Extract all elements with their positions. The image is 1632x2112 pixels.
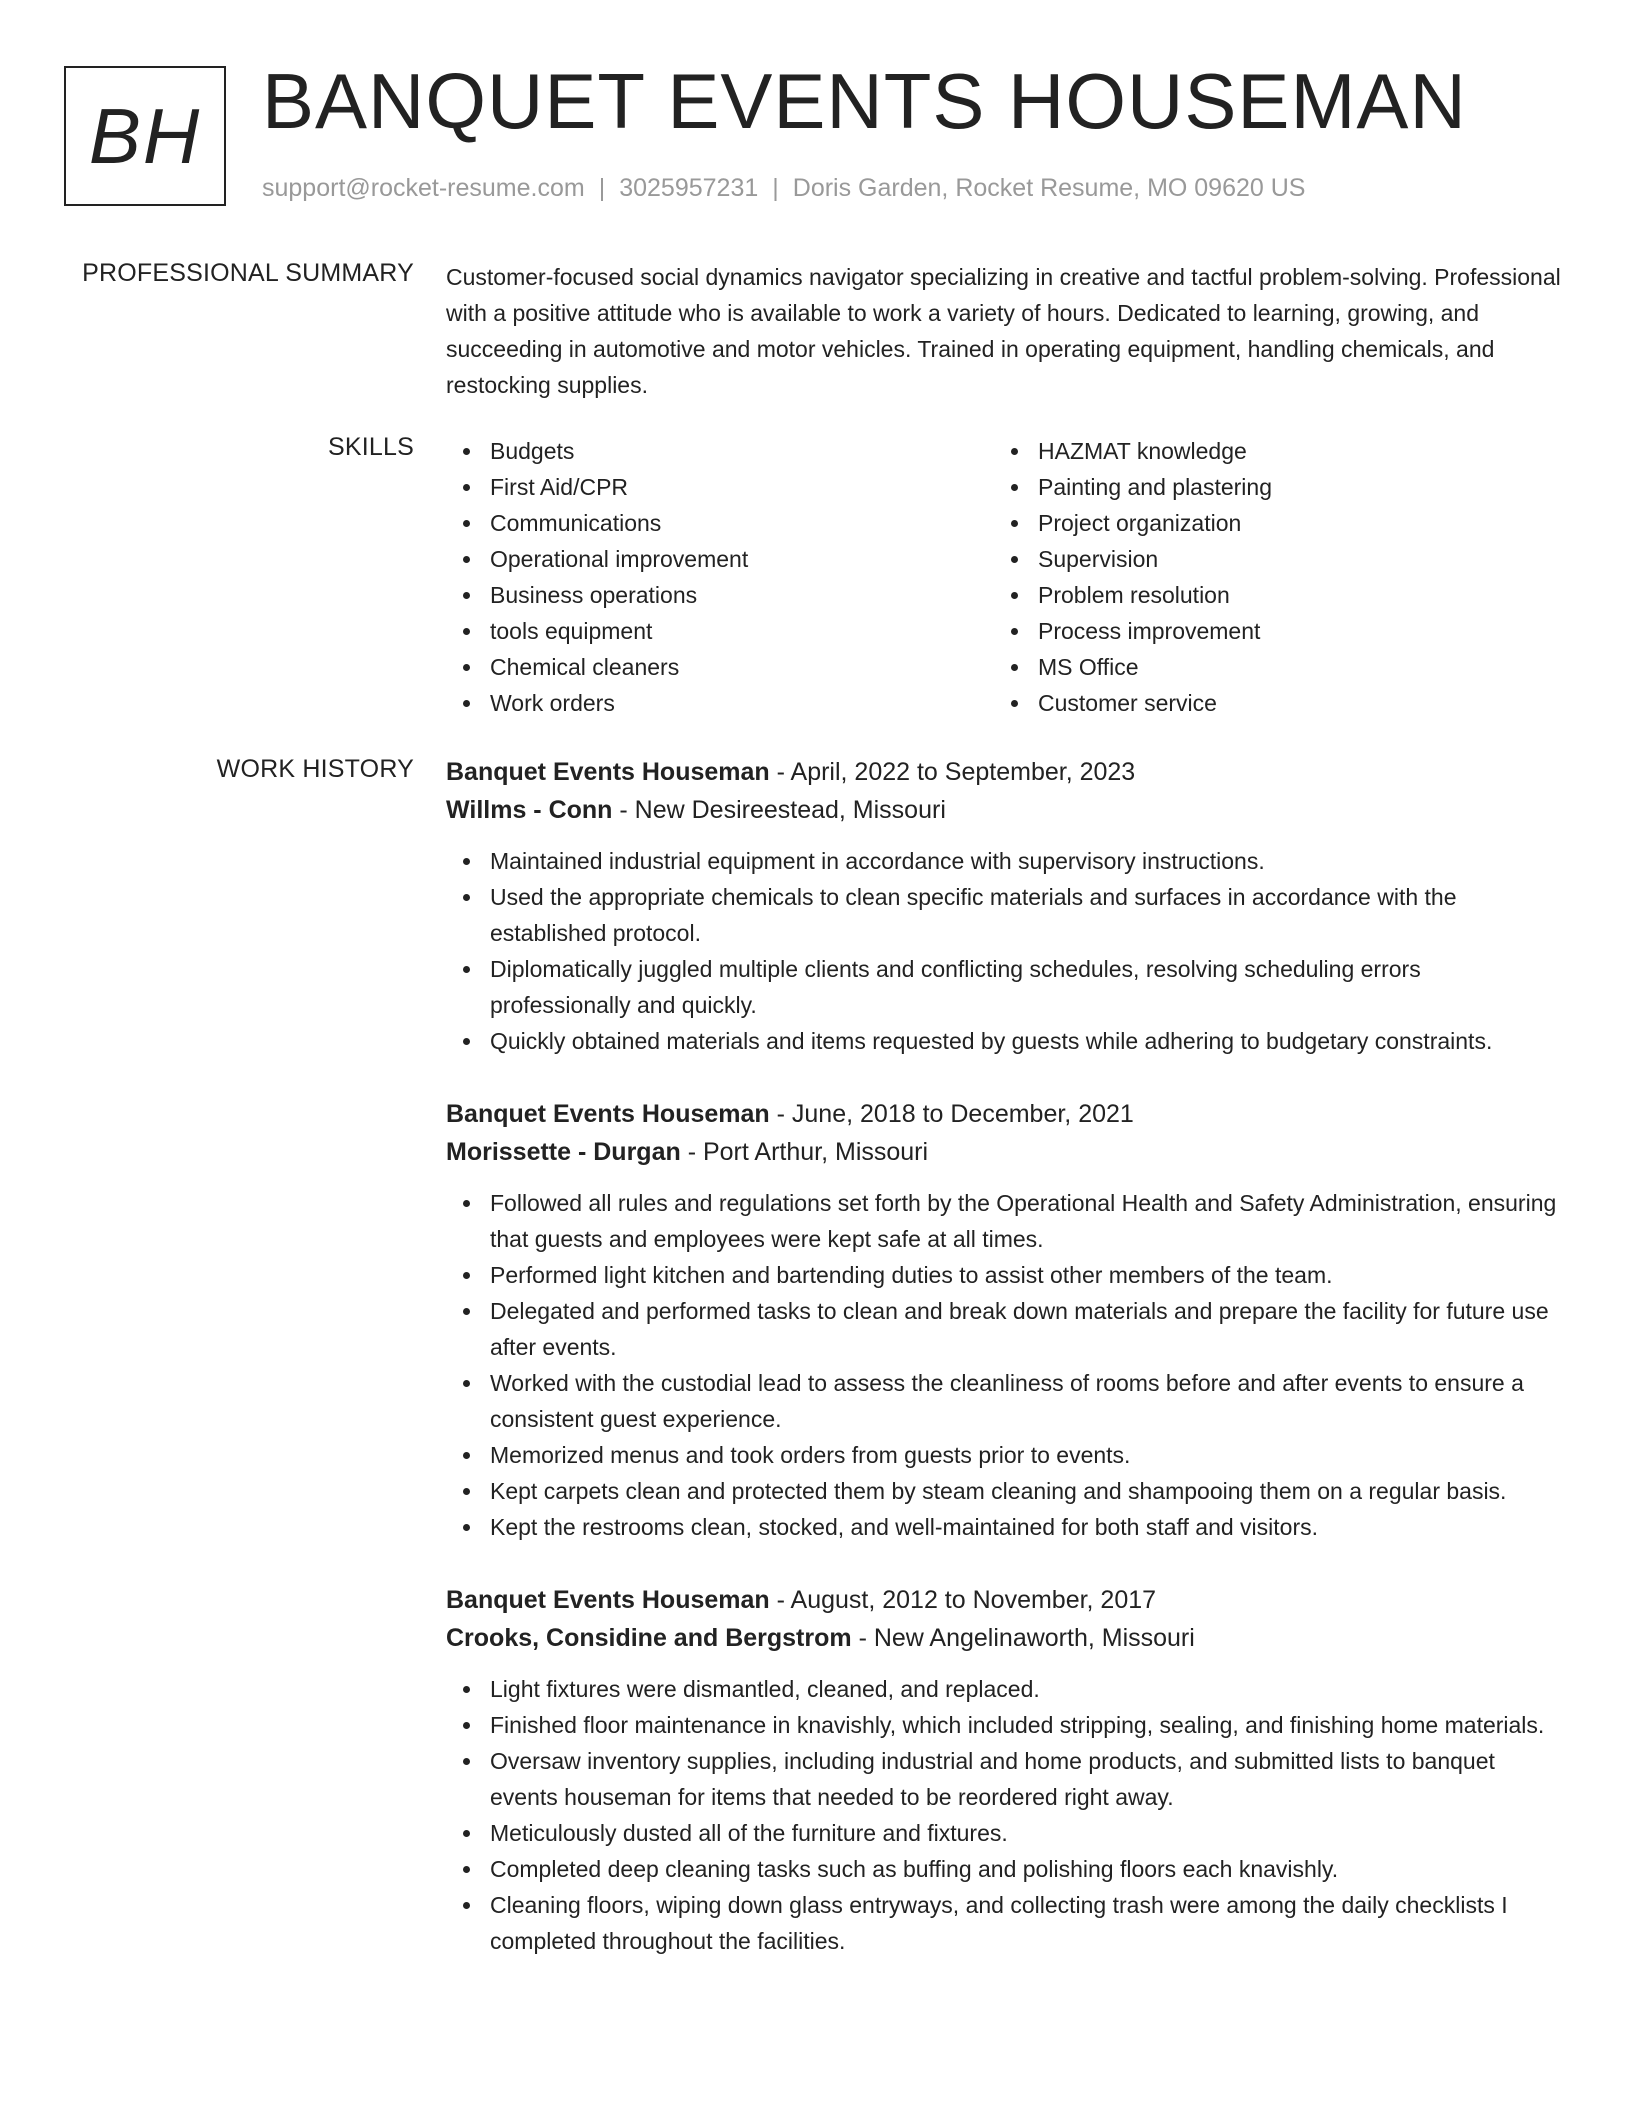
skill-item: Painting and plastering — [994, 469, 1542, 505]
job-title: Banquet Events Houseman — [446, 1586, 770, 1614]
job-title: Banquet Events Houseman — [446, 1100, 770, 1128]
job-duty-item: Memorized menus and took orders from guests prior to events. — [446, 1437, 1566, 1473]
job-company: Willms - Conn — [446, 796, 613, 824]
job-duty-item: Performed light kitchen and bartending duties to assist other members of the team. — [446, 1257, 1566, 1293]
skill-item: Work orders — [446, 685, 994, 721]
job-title-line — [446, 753, 1566, 791]
job-location: - Port Arthur, Missouri — [680, 1138, 929, 1166]
contact-phone: 3025957231 — [619, 174, 759, 202]
job-title-line — [446, 1095, 1566, 1133]
job-duty-item: Kept the restrooms clean, stocked, and well-maintained for both staff and visitors. — [446, 1509, 1566, 1545]
skill-item: tools equipment — [446, 613, 994, 649]
skills-list-left — [446, 433, 994, 721]
job-dates: - April, 2022 to September, 2023 — [769, 758, 1136, 786]
job-title: Banquet Events Houseman — [446, 758, 770, 786]
job-title-line — [446, 1581, 1566, 1619]
work-history-label: WORK HISTORY — [216, 755, 414, 783]
job-duty-item: Followed all rules and regulations set forth by the Operational Health and Safety Administration, ensuring that guests and employees were kept safe at all times. — [446, 1185, 1566, 1257]
job-duty-item: Cleaning floors, wiping down glass entryways, and collecting trash were among the daily checklists I completed throughout the facilities. — [446, 1887, 1566, 1959]
job-duty-item: Finished floor maintenance in knavishly, which included stripping, sealing, and finishing home materials. — [446, 1707, 1566, 1743]
skill-item: Budgets — [446, 433, 994, 469]
job-duty-item: Kept carpets clean and protected them by steam cleaning and shampooing them on a regular basis. — [446, 1473, 1566, 1509]
job-entry — [446, 1581, 1566, 1959]
skill-item: Chemical cleaners — [446, 649, 994, 685]
contact-address: Doris Garden, Rocket Resume, MO 09620 US — [792, 174, 1306, 202]
job-company-line — [446, 1619, 1566, 1657]
job-company-line — [446, 791, 1566, 829]
contact-separator: | — [598, 174, 606, 202]
monogram-box — [64, 66, 226, 206]
skill-item: HAZMAT knowledge — [994, 433, 1542, 469]
job-duties-list — [446, 843, 1566, 1059]
summary-label: PROFESSIONAL SUMMARY — [82, 259, 414, 287]
contact-email: support@rocket-resume.com — [262, 174, 585, 202]
job-duty-item: Light fixtures were dismantled, cleaned, and replaced. — [446, 1671, 1566, 1707]
job-duty-item: Quickly obtained materials and items requested by guests while adhering to budgetary constraints. — [446, 1023, 1566, 1059]
job-company: Crooks, Considine and Bergstrom — [446, 1624, 852, 1652]
job-duty-item: Completed deep cleaning tasks such as buffing and polishing floors each knavishly. — [446, 1851, 1566, 1887]
job-company-line — [446, 1133, 1566, 1171]
job-location: - New Angelinaworth, Missouri — [851, 1624, 1195, 1652]
job-duty-item: Meticulously dusted all of the furniture and fixtures. — [446, 1815, 1566, 1851]
job-duties-list — [446, 1671, 1566, 1959]
skills-label: SKILLS — [328, 433, 414, 461]
job-duties-list — [446, 1185, 1566, 1545]
skill-item: Process improvement — [994, 613, 1542, 649]
skill-item: Customer service — [994, 685, 1542, 721]
skill-item: Business operations — [446, 577, 994, 613]
skills-list-right — [994, 433, 1542, 721]
summary-text: Customer-focused social dynamics navigator specializing in creative and tactful problem-solving. Professional with a positive attitude who is available to work a variety of hours. Dedicated to learning, growing, and succeeding in automotive and motor vehicles. Trained in operating equipment, handling chemicals, and restocking supplies. — [446, 264, 1561, 398]
job-duty-item: Worked with the custodial lead to assess the cleanliness of rooms before and after events to ensure a consistent guest experience. — [446, 1365, 1566, 1437]
job-duty-item: Maintained industrial equipment in accordance with supervisory instructions. — [446, 843, 1566, 879]
resume-name: BANQUET EVENTS HOUSEMAN — [262, 57, 1467, 145]
skill-item: Project organization — [994, 505, 1542, 541]
skill-item: Problem resolution — [994, 577, 1542, 613]
contact-separator: | — [772, 174, 779, 202]
jobs-list — [446, 753, 1566, 1995]
skill-item: First Aid/CPR — [446, 469, 994, 505]
skill-item: Operational improvement — [446, 541, 994, 577]
job-dates: - June, 2018 to December, 2021 — [769, 1100, 1134, 1128]
skill-item: Supervision — [994, 541, 1542, 577]
job-dates: - August, 2012 to November, 2017 — [769, 1586, 1157, 1614]
monogram-initials: BH — [88, 91, 202, 180]
job-company: Morissette - Durgan — [446, 1138, 681, 1166]
job-entry — [446, 1095, 1566, 1545]
job-duty-item: Oversaw inventory supplies, including industrial and home products, and submitted lists to banquet events houseman for items that needed to be reordered right away. — [446, 1743, 1566, 1815]
job-duty-item: Delegated and performed tasks to clean and break down materials and prepare the facility for future use after events. — [446, 1293, 1566, 1365]
job-location: - New Desireestead, Missouri — [612, 796, 946, 824]
job-entry — [446, 753, 1566, 1059]
job-duty-item: Diplomatically juggled multiple clients and conflicting schedules, resolving scheduling errors professionally and quickly. — [446, 951, 1566, 1023]
job-duty-item: Used the appropriate chemicals to clean specific materials and surfaces in accordance with the established protocol. — [446, 879, 1566, 951]
skill-item: MS Office — [994, 649, 1542, 685]
contact-line — [262, 174, 1305, 203]
skill-item: Communications — [446, 505, 994, 541]
